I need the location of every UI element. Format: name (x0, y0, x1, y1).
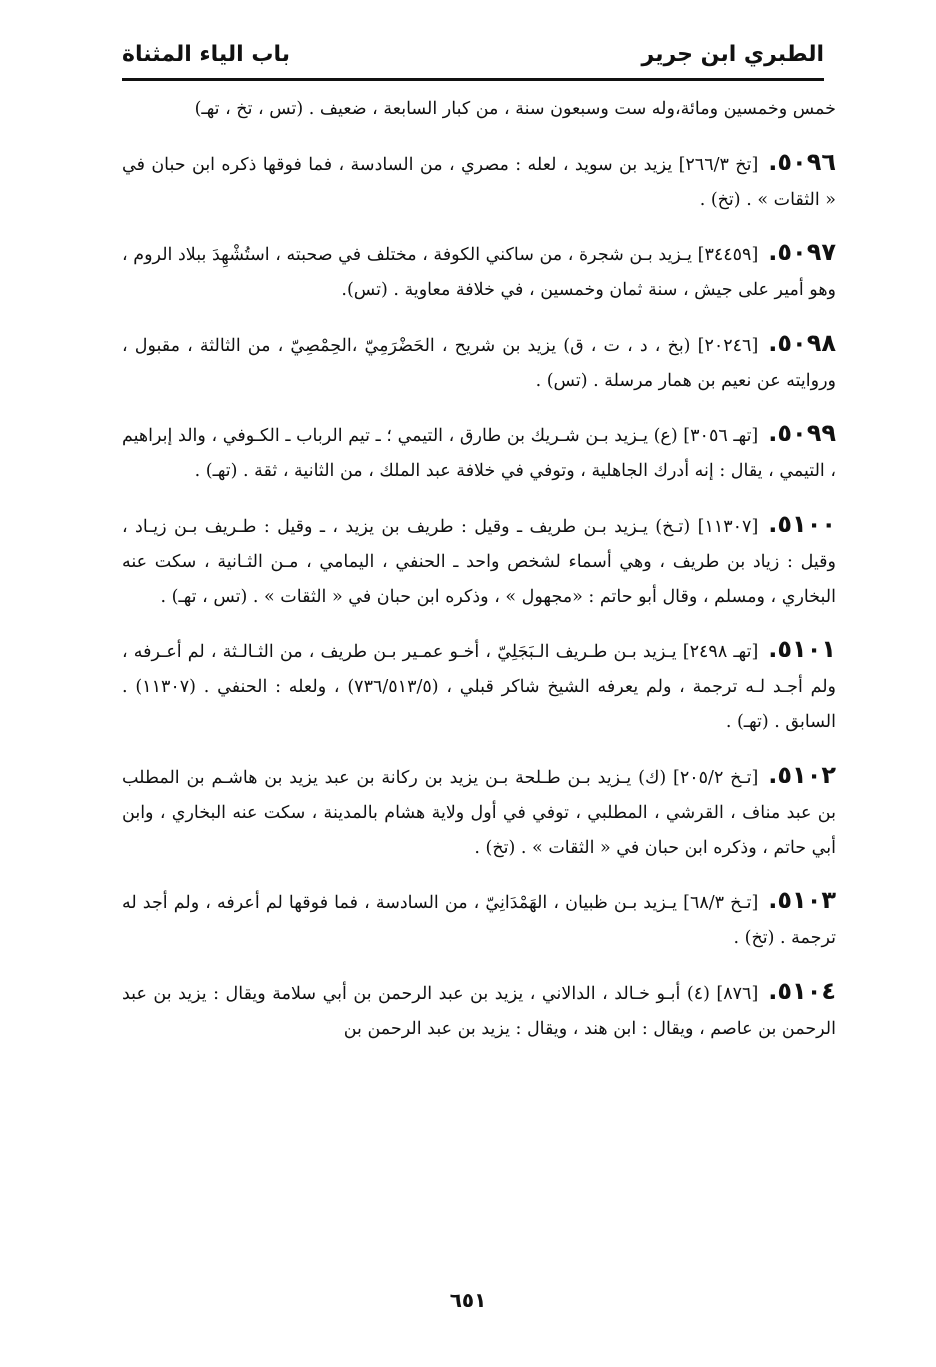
page-number: ٦٥١ (449, 1288, 487, 1312)
entry-text: [١١٣٠٧] (تـخ) يـزيد بـن طريف ـ وقيل : طريف بن يزيد ، ـ وقيل : طـريف بـن زيـاد ، وقيل : زياد بن طريف ، وهي أسماء لشخص واحد ـ الحنفي ، اليمامي ، مـن الثـانية ، سكت عنه البخاري ، ومسلم ، وقال أبو حاتم : «مجهول » ، وذكره ابن حبان في « الثقات » . (تس ، تهـ) . (122, 516, 836, 607)
entry-number: ٥٠٩٩. (768, 419, 836, 447)
chapter-title: باب الياء المثناة (122, 41, 290, 67)
entry-5101 (122, 632, 836, 740)
entry-text: [٢٠٢٤٦] (بخ ، د ، ت ، ق) يزيد بن شريح ، الحَضْرَمِيّ ،الحِمْصِيّ ، من الثالثة ، مقبول ، وروايته عن نعيم بن همار مرسلة . (تس) . (122, 335, 836, 391)
entry-number: ٥١٠٤. (768, 976, 836, 1005)
entry-5097 (122, 235, 836, 308)
entry-text: [٨٧٦] (٤) أبـو خـالد ، الدالاني ، يزيد بن عبد الرحمن بن أبي سلامة ويقال : يزيد بن عبد الرحمن بن عاصم ، ويقال : ابن هند ، ويقال : يزيد بن عبد الرحمن بن (122, 983, 836, 1039)
continuation-text: خمس وخمسين ومائة،وله ست وسبعون سنة ، من كبار السابعة ، ضعيف . (تس ، تخ ، تهـ) (194, 99, 836, 119)
entry-5104 (122, 974, 836, 1047)
entry-5102 (122, 758, 836, 866)
entry-text: [تهـ ٢٤٩٨] يـزيد بـن طـريف الـبَجَلِيّ ، أخـو عمـير بـن طريف ، من الثـالـثة ، لم أعـرفه ، ولم أجـد لـه ترجمة ، ولم يعرفه الشيخ شاكر قبلي ، (٧٣٦/٥١٣/٥) ، ولعله : الحنفي . (١١٣٠٧) . السابق . (تهـ) . (122, 642, 837, 732)
entry-text: [تخ ٢٦٦/٣] يزيد بن سويد ، لعله : مصري ، من السادسة ، فما فوقها ذكره ابن حبان في « الثقات » . (تخ) . (122, 154, 836, 210)
entry-text: [تهـ ٣٠٥٦] (ع) يـزيد بـن شـريك بن طارق ، التيمي ؛ ـ تيم الرباب ـ الكـوفي ، والد إبراهيم ، التيمي ، يقال : إنه أدرك الجاهلية ، وتوفي في خلافة عبد الملك ، من الثانية ، ثقة . (تهـ) . (122, 426, 836, 481)
entry-5100 (122, 507, 836, 615)
running-header (122, 30, 824, 81)
page-body (122, 92, 836, 1064)
entry-text: [تـخ ٦٨/٣] يـزيد بـن ظبيان ، الهَمْدَانِيّ ، من السادسة ، فما فوقها لم أعرفه ، ولم أجد له ترجمة . (تخ) . (122, 893, 836, 948)
entry-5098 (122, 326, 836, 399)
entry-text: [تـخ ٢٠٥/٢] (ك) يـزيد بـن طـلحة بـن يزيد بن ركانة بن عبد يزيد بن هاشـم بن المطلب بن عبد مناف ، القرشي ، المطلبي ، توفي في أول ولاية هشام بالمدينة ، سكت عنه البخاري ، وابن أبي حاتم ، وذكره ابن حبان في « الثقات » . (تخ) . (122, 767, 836, 858)
entry-number: ٥٠٩٨. (768, 328, 836, 357)
book-title: الطبري ابن جرير (641, 41, 824, 67)
entry-5099 (122, 416, 836, 489)
entry-number: ٥٠٩٧. (768, 238, 836, 266)
entry-number: ٥١٠٣. (768, 886, 836, 914)
entry-number: ٥١٠١. (768, 635, 836, 663)
entry-text: [٣٤٤٥٩] يـزيد بـن شجرة ، من ساكني الكوفة ، مختلف في صحبته ، استُشْهِدَ ببلاد الروم ، وهو أمير على جيش ، سنة ثمان وخمسين ، في خلافة معاوية . (تس). (122, 245, 836, 300)
entry-number: ٥١٠٢. (768, 760, 836, 789)
entry-number: ٥١٠٠. (768, 509, 836, 538)
entry-5103 (122, 883, 836, 956)
entry-number: ٥٠٩٦. (768, 147, 836, 176)
entry-5096 (122, 145, 836, 218)
